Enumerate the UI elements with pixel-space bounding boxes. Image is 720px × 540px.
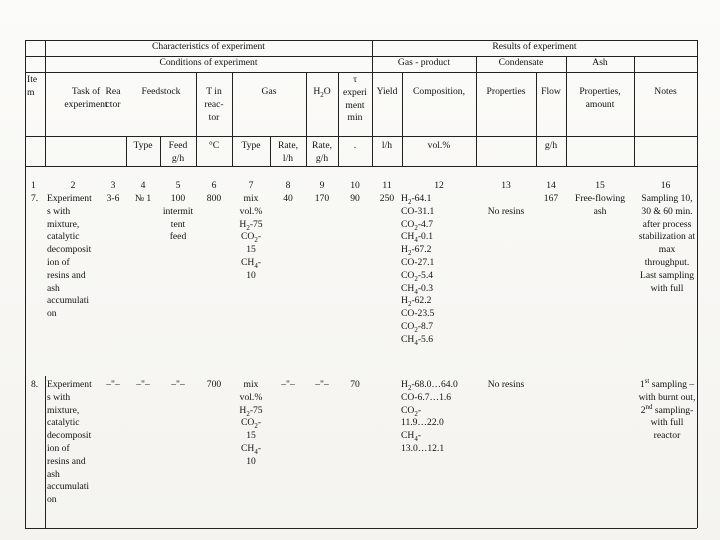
row-item: 7. [31, 193, 39, 204]
row-reactor: 3-6 [106, 193, 120, 204]
unit-celsius: °C [208, 140, 220, 151]
rule-v-gasproduct [476, 56, 477, 166]
row-feed-type: № 1 [134, 193, 152, 204]
header-task: Task of experiment [64, 86, 108, 110]
header-tau: τ experi ment min [343, 74, 367, 124]
row-tau: 90 [350, 193, 360, 204]
col-number-11: 11 [382, 180, 392, 191]
row-gas-type: mix vol.% $H_2-75$ $CO_2-$ 15 $CH_4-$ 10 [239, 379, 263, 467]
row-composition: $H_2-64.1$ CO-31.1 $CO_2-4.7$ $CH_4-0.1$ $H_2-67.2$ CO-27.1 $CO_2-5.4$ $CH_4-0.3$ $H_2-62.2$ CO-23.5 $CO_2-8.7$ $CH_4-5.6$ [401, 193, 435, 347]
rule-bottom [25, 528, 697, 529]
col-number-7: 7 [248, 180, 254, 191]
unit-dot: . [353, 140, 357, 151]
header-ash-properties: Properties, amount [579, 86, 621, 110]
header-h2o-o: O [323, 86, 331, 97]
header-results: Results of experiment [492, 41, 577, 52]
unit-type: Type [133, 140, 153, 151]
row-task: Experiment s with mixture, catalytic decomposit ion of resins and ash accumulati on [47, 193, 92, 320]
row-feed-rate: –"– [171, 379, 185, 390]
unit-feed: Feed g/h [168, 140, 188, 164]
col-number-15: 15 [595, 180, 605, 191]
col-number-6: 6 [211, 180, 217, 191]
rule-h5 [25, 166, 697, 167]
header-gas-product: Gas - product [397, 57, 451, 68]
col-number-14: 14 [546, 180, 556, 191]
header-composition: Composition, [413, 86, 465, 97]
row-temp: 700 [206, 379, 222, 390]
col-number-5: 5 [175, 180, 181, 191]
col-number-16: 16 [660, 180, 671, 191]
header-reactor: Rea ctor [105, 86, 121, 110]
header-notes: Notes [654, 86, 677, 97]
header-condensate: Condensate [498, 57, 544, 68]
header-characteristics: Characteristics of experiment [152, 41, 265, 52]
header-h2o-sub: 2 [320, 90, 324, 99]
col-number-9: 9 [319, 180, 325, 191]
row-temp: 800 [206, 193, 222, 204]
header-feedstock: Feedstock [141, 86, 181, 97]
header-h2o [306, 86, 338, 99]
row-gas-rate: –"– [281, 379, 295, 390]
row-feed-rate: 100 intermit tent feed [162, 193, 194, 243]
unit-gh: g/h [544, 140, 558, 151]
row-feed-type: –"– [136, 379, 150, 390]
unit-vol: vol.% [427, 140, 451, 151]
header-flow: Flow [541, 86, 561, 97]
row-yield: 250 [379, 193, 395, 204]
header-yield: Yield [376, 86, 398, 97]
row-reactor: –"– [106, 379, 120, 390]
header-h2o-h: H [313, 86, 321, 97]
rule-v-rows [45, 376, 46, 528]
col-number-8: 8 [285, 180, 291, 191]
row-tau: 70 [350, 379, 360, 390]
col-number-13: 13 [501, 180, 511, 191]
row-notes: 1st sampling – with burnt out, 2nd sampling- with full reactor [638, 376, 696, 442]
row-task: Experiment s with mixture, catalytic decomposit ion of resins and ash accumulati on [47, 379, 92, 506]
row-item: 8. [31, 379, 39, 390]
col-number-3: 3 [110, 180, 116, 191]
col-number-10: 10 [350, 180, 360, 191]
row-h2o-rate: –"– [315, 379, 329, 390]
header-item: Ite m [27, 74, 38, 98]
col-number-1: 1 [31, 180, 36, 191]
rule-v-outer-left [25, 40, 26, 528]
row-gas-rate: 40 [283, 193, 293, 204]
header-properties: Properties [486, 86, 526, 97]
row-gas-type: mix vol.% $H_2-75$ $CO_2-$ 15 $CH_4-$ 10 [239, 193, 263, 281]
row-notes: Sampling 10, 30 & 60 min. after process stabilization at max throughput. Last sampling with full [638, 193, 696, 294]
row-composition: $H_2-68.0\dots 64.0$ CO-6.7…1.6 $CO_2-$ 11.9…22.0 $CH_4-$ 13.0…12.1 [401, 379, 458, 454]
rule-h3 [25, 72, 697, 73]
row-cond-properties: No resins [487, 206, 525, 217]
header-conditions: Conditions of experiment [159, 57, 258, 68]
header-ash: Ash [592, 57, 608, 68]
row-ash-properties: Free-flowing ash [574, 193, 626, 217]
unit-gas-rate: Rate, l/h [278, 140, 298, 164]
header-gas: Gas [261, 86, 277, 97]
col-number-4: 4 [140, 180, 146, 191]
rule-v-ash [634, 56, 635, 166]
col-number-12: 12 [434, 180, 444, 191]
row-flow: 167 [543, 193, 559, 204]
unit-gas-type: Type [241, 140, 261, 151]
unit-h2o-rate: Rate, g/h [312, 140, 332, 164]
unit-lh: l/h [381, 140, 393, 151]
row-h2o-rate: 170 [314, 193, 330, 204]
col-number-2: 2 [70, 180, 76, 191]
row-cond-properties: No resins [487, 379, 525, 390]
header-t-in-reactor: T in reac- tor [204, 86, 224, 123]
